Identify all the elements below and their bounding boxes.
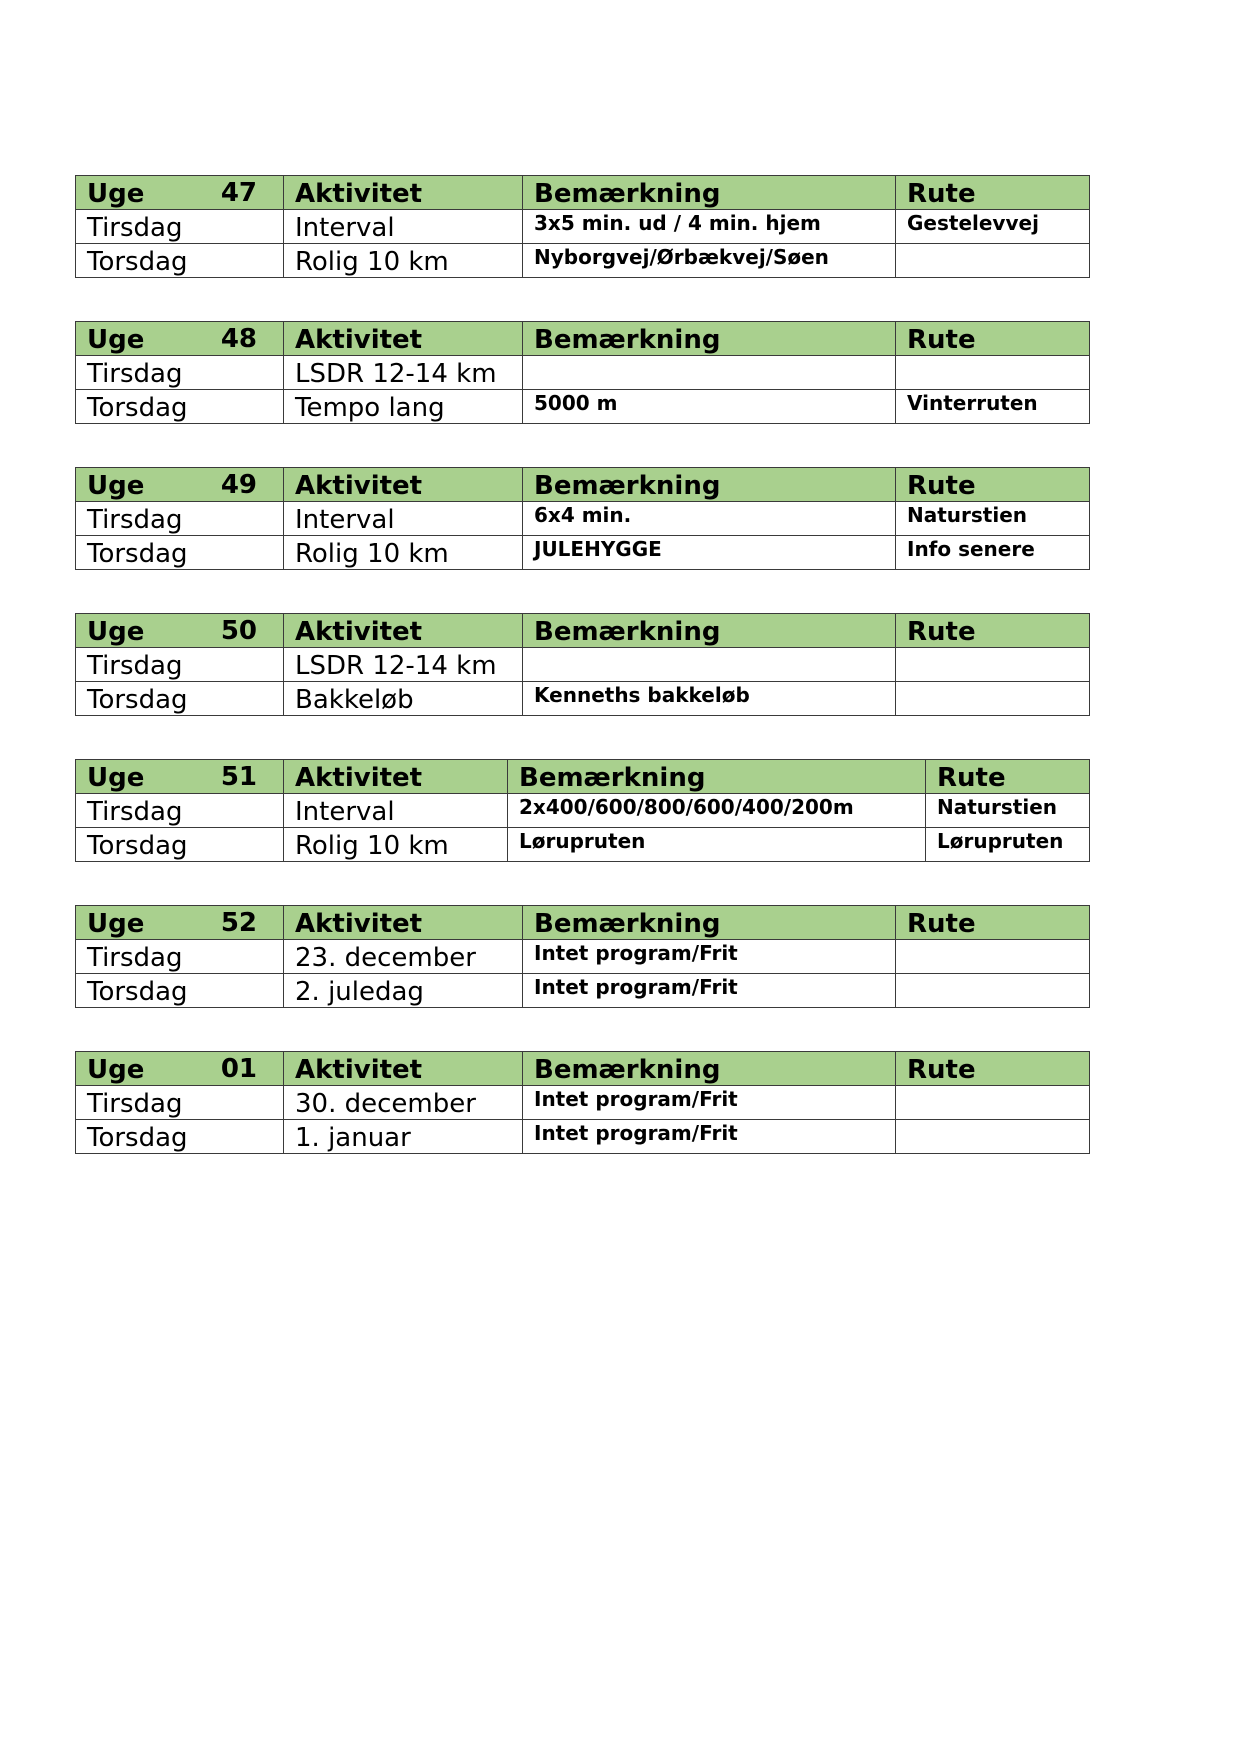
remark-cell: Intet program/Frit (523, 940, 896, 974)
activity-cell: 30. december (284, 1086, 523, 1120)
activity-header: Aktivitet (284, 322, 523, 356)
day-cell: Torsdag (76, 536, 284, 570)
week-number-cell (76, 1052, 284, 1086)
table-row (76, 794, 1090, 828)
activity-header: Aktivitet (284, 468, 523, 502)
route-cell (896, 682, 1090, 716)
week-number-cell (76, 760, 284, 794)
week-number-cell (76, 468, 284, 502)
activity-header: Aktivitet (284, 176, 523, 210)
remark-cell: 6x4 min. (523, 502, 896, 536)
activity-cell: 2. juledag (284, 974, 523, 1008)
remark-cell: 5000 m (523, 390, 896, 424)
remark-cell (523, 356, 896, 390)
activity-cell: Rolig 10 km (284, 244, 523, 278)
table-row (76, 1120, 1090, 1154)
activity-cell: Interval (284, 794, 508, 828)
day-cell: Tirsdag (76, 940, 284, 974)
route-cell (896, 1086, 1090, 1120)
remark-header: Bemærkning (508, 760, 926, 794)
table-row (76, 940, 1090, 974)
remark-cell (523, 648, 896, 682)
week-number: 52 (220, 908, 257, 938)
week-number-cell (76, 322, 284, 356)
remark-cell: 3x5 min. ud / 4 min. hjem (523, 210, 896, 244)
week-table (75, 321, 1090, 424)
activity-header: Aktivitet (284, 760, 508, 794)
day-cell: Tirsdag (76, 648, 284, 682)
route-cell (896, 244, 1090, 278)
day-cell: Torsdag (76, 1120, 284, 1154)
remark-cell: JULEHYGGE (523, 536, 896, 570)
route-cell (896, 356, 1090, 390)
day-cell: Torsdag (76, 682, 284, 716)
route-header: Rute (896, 176, 1090, 210)
table-row (76, 536, 1090, 570)
week-table (75, 1051, 1090, 1154)
week-header-row (76, 176, 1090, 210)
route-cell: Naturstien (896, 502, 1090, 536)
route-cell (896, 648, 1090, 682)
table-row (76, 648, 1090, 682)
week-header-row (76, 468, 1090, 502)
activity-cell: Interval (284, 502, 523, 536)
day-cell: Torsdag (76, 828, 284, 862)
remark-header: Bemærkning (523, 614, 896, 648)
week-header-row (76, 906, 1090, 940)
route-header: Rute (926, 760, 1090, 794)
route-header: Rute (896, 906, 1090, 940)
remark-header: Bemærkning (523, 906, 896, 940)
week-label: Uge (87, 1055, 145, 1085)
table-row (76, 502, 1090, 536)
remark-cell: 2x400/600/800/600/400/200m (508, 794, 926, 828)
day-cell: Tirsdag (76, 210, 284, 244)
remark-header: Bemærkning (523, 468, 896, 502)
table-row (76, 210, 1090, 244)
week-table (75, 175, 1090, 278)
week-number-cell (76, 614, 284, 648)
remark-cell: Intet program/Frit (523, 1086, 896, 1120)
route-cell: Lørupruten (926, 828, 1090, 862)
activity-cell: LSDR 12-14 km (284, 648, 523, 682)
remark-cell: Lørupruten (508, 828, 926, 862)
route-cell (896, 1120, 1090, 1154)
week-number: 51 (220, 762, 257, 792)
week-number: 01 (220, 1054, 257, 1084)
route-cell (896, 974, 1090, 1008)
remark-cell: Intet program/Frit (523, 1120, 896, 1154)
day-cell: Tirsdag (76, 502, 284, 536)
week-number: 47 (220, 178, 257, 208)
route-cell: Gestelevvej (896, 210, 1090, 244)
week-header-row (76, 760, 1090, 794)
route-cell: Info senere (896, 536, 1090, 570)
day-cell: Torsdag (76, 390, 284, 424)
week-number: 50 (220, 616, 257, 646)
activity-cell: Rolig 10 km (284, 828, 508, 862)
table-row (76, 244, 1090, 278)
week-number: 48 (220, 324, 257, 354)
week-table (75, 759, 1090, 862)
day-cell: Tirsdag (76, 1086, 284, 1120)
week-label: Uge (87, 179, 145, 209)
remark-header: Bemærkning (523, 176, 896, 210)
route-header: Rute (896, 468, 1090, 502)
remark-cell: Kenneths bakkeløb (523, 682, 896, 716)
activity-cell: 23. december (284, 940, 523, 974)
route-header: Rute (896, 1052, 1090, 1086)
table-row (76, 828, 1090, 862)
week-header-row (76, 322, 1090, 356)
week-label: Uge (87, 471, 145, 501)
activity-cell: Bakkeløb (284, 682, 523, 716)
week-table (75, 613, 1090, 716)
route-cell (896, 940, 1090, 974)
route-cell: Vinterruten (896, 390, 1090, 424)
activity-cell: LSDR 12-14 km (284, 356, 523, 390)
remark-cell: Intet program/Frit (523, 974, 896, 1008)
table-row (76, 1086, 1090, 1120)
activity-cell: Rolig 10 km (284, 536, 523, 570)
activity-cell: 1. januar (284, 1120, 523, 1154)
route-header: Rute (896, 614, 1090, 648)
route-cell: Naturstien (926, 794, 1090, 828)
day-cell: Torsdag (76, 244, 284, 278)
table-row (76, 390, 1090, 424)
week-number-cell (76, 906, 284, 940)
remark-header: Bemærkning (523, 1052, 896, 1086)
activity-cell: Interval (284, 210, 523, 244)
table-row (76, 356, 1090, 390)
week-number: 49 (220, 470, 257, 500)
week-header-row (76, 1052, 1090, 1086)
week-label: Uge (87, 325, 145, 355)
activity-cell: Tempo lang (284, 390, 523, 424)
activity-header: Aktivitet (284, 906, 523, 940)
remark-cell: Nyborgvej/Ørbækvej/Søen (523, 244, 896, 278)
week-label: Uge (87, 763, 145, 793)
week-table (75, 467, 1090, 570)
table-row (76, 974, 1090, 1008)
remark-header: Bemærkning (523, 322, 896, 356)
week-label: Uge (87, 909, 145, 939)
table-row (76, 682, 1090, 716)
week-table (75, 905, 1090, 1008)
day-cell: Torsdag (76, 974, 284, 1008)
week-header-row (76, 614, 1090, 648)
activity-header: Aktivitet (284, 614, 523, 648)
route-header: Rute (896, 322, 1090, 356)
day-cell: Tirsdag (76, 356, 284, 390)
week-number-cell (76, 176, 284, 210)
day-cell: Tirsdag (76, 794, 284, 828)
activity-header: Aktivitet (284, 1052, 523, 1086)
week-label: Uge (87, 617, 145, 647)
